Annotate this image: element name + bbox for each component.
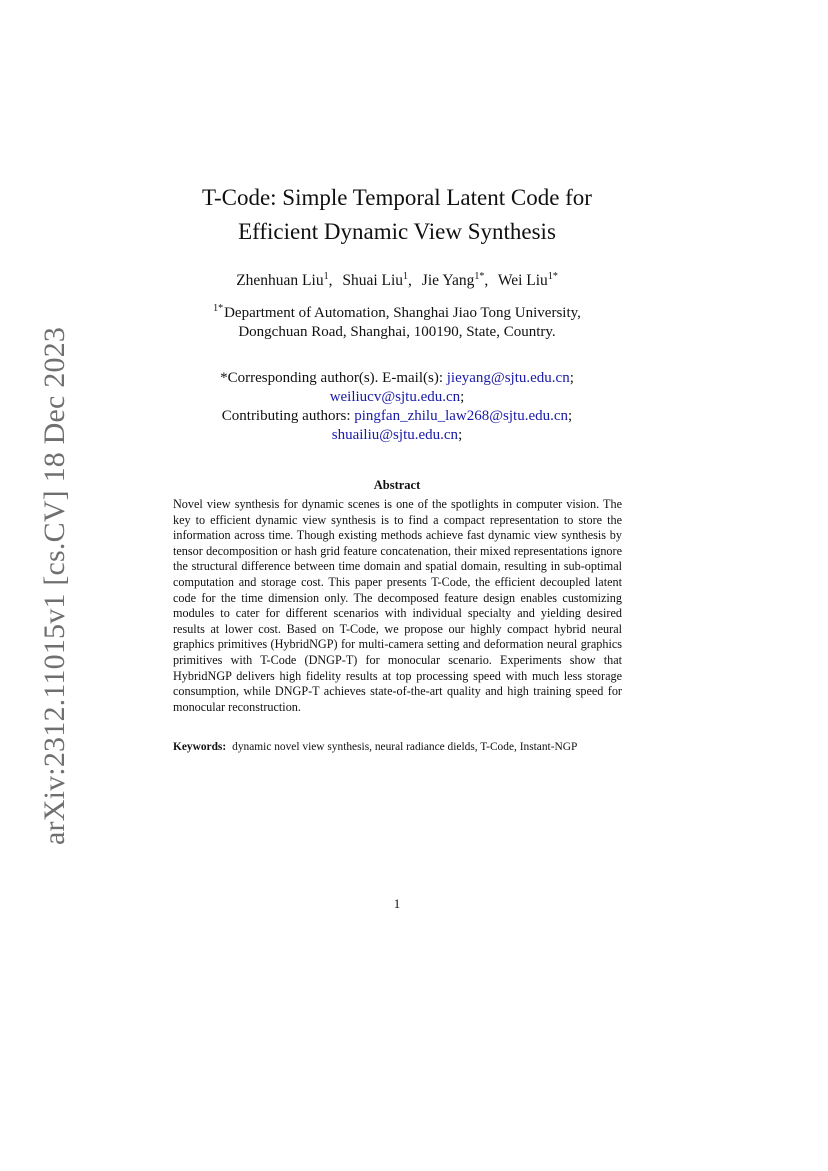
corresponding-line: *Corresponding author(s). E-mail(s): jieyang@sjtu.edu.cn; (220, 370, 574, 386)
affiliation-line-2: Dongchuan Road, Shanghai, 100190, State, Country. (238, 324, 556, 340)
email-link[interactable]: jieyang@sjtu.edu.cn (446, 370, 570, 386)
title-line-2: Efficient Dynamic View Synthesis (238, 219, 556, 244)
keywords (173, 740, 622, 755)
paper-title (0, 181, 794, 249)
author: Wei Liu$^{1*}$ (497, 271, 558, 289)
corresponding-line-2: weiliucv@sjtu.edu.cn; (329, 389, 465, 405)
abstract-heading: Abstract (373, 478, 421, 492)
email-link[interactable]: pingfan_zhilu_law268@sjtu.edu.cn (354, 408, 569, 424)
author-list: Zhenhuan Liu$^1$, Shuai Liu$^1$, Jie Yang$^{1*}$, Wei Liu$^{1*}$ (236, 271, 558, 289)
keywords-label: Keywords: (173, 741, 227, 753)
email-link[interactable]: weiliucv@sjtu.edu.cn (329, 389, 461, 405)
affiliation-mark: 1* (213, 303, 224, 314)
page-number: 1 (393, 896, 401, 911)
keywords-text: dynamic novel view synthesis, neural radiance dields, T-Code, Instant-NGP (232, 741, 578, 753)
author: Zhenhuan Liu$^1$ (236, 271, 329, 289)
author: Shuai Liu$^1$ (342, 271, 409, 289)
contact-block (0, 369, 794, 445)
title-line-1: T-Code: Simple Temporal Latent Code for (202, 185, 592, 210)
contributing-line-2: shuailiu@sjtu.edu.cn; (331, 427, 463, 443)
email-link[interactable]: shuailiu@sjtu.edu.cn (331, 427, 459, 443)
arxiv-identifier: arXiv:2312.11015v1 [cs.CV] 18 Dec 2023 (38, 326, 71, 845)
affiliation (0, 299, 794, 342)
contributing-line: Contributing authors: pingfan_zhilu_law268@sjtu.edu.cn; (221, 408, 573, 424)
author: Jie Yang$^{1*}$ (421, 271, 485, 289)
abstract-body: Novel view synthesis for dynamic scenes is one of the spotlights in computer vision. The key to efficient dynamic view synthesis is to find a compact representation to store the information across time. Though existing methods achieve fast dynamic view synthesis by tensor decomposition or hash grid feature concatenation, their mixed representations ignore the structural difference between time domain and spatial domain, resulting in sub-optimal computation and storage cost. This paper presents T-Code, the efficient decoupled latent code for the time dimension only. The decomposed feature design enables customizing modules to cater for different scenarios with individual specialty and yielding desired results at lower cost. Based on T-Code, we propose our highly compact hybrid neural graphics primitives (HybridNGP) for multi-camera setting and deformation neural graphics primitives with T-Code (DNGP-T) for monocular scenario. Experiments show that HybridNGP delivers high fidelity results at top processing speed with much less storage consumption, while DNGP-T achieves state-of-the-art quality and high training speed for monocular reconstruction. (173, 497, 622, 714)
affiliation-line-1: $^{1*}$Department of Automation, Shanghai Jiao Tong University, (213, 303, 581, 321)
